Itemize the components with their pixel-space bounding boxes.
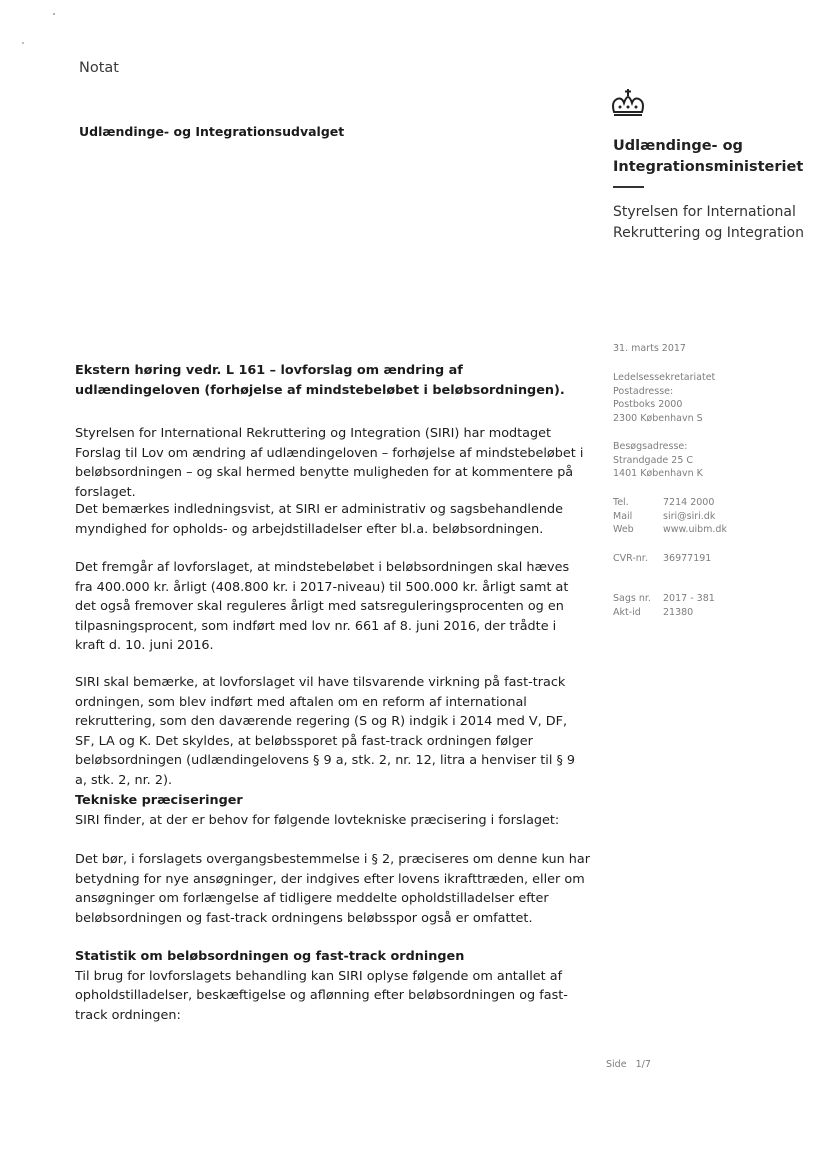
- page-footer: [606, 1059, 651, 1070]
- scan-speck: [53, 13, 55, 15]
- case-value: 21380: [663, 606, 694, 618]
- address-line: Postadresse:: [613, 385, 674, 397]
- contact-label: Mail: [613, 510, 633, 522]
- cvr-value: 36977191: [663, 553, 712, 564]
- heading-text: Ekstern høring vedr. L 161 – lovforslag om ændring af udlændingeloven (forhøjelse af mindstebeløbet i beløbsordningen).: [75, 363, 565, 398]
- contact-label: Tel.: [613, 497, 629, 508]
- paragraph-text: Det bemærkes indledningsvist, at SIRI er administrativ og sagsbehandlende myndighed for opholds- og arbejdstilladelser efter bl.a. beløbsordningen.: [75, 502, 563, 537]
- recipient: Udlændinge- og Integrationsudvalget: [79, 124, 345, 139]
- contact-info: [613, 496, 727, 537]
- address-line: 1401 København K: [613, 468, 703, 479]
- ministry-name: Udlændinge- og Integrationsministeriet: [613, 138, 804, 175]
- section-title: Statistik om beløbsordningen og fast-track ordningen: [75, 949, 465, 964]
- contact-row: [613, 592, 715, 606]
- page-label: Side: [606, 1059, 627, 1070]
- postal-address: [613, 371, 715, 425]
- paragraph-text: Til brug for lovforslagets behandling kan SIRI oplyse følgende om antallet af opholdstilladelser, beskæftigelse og aflønning efter beløbsordningen og fast-track ordningen:: [75, 968, 568, 1023]
- paragraph-text: SIRI finder, at der er behov for følgende lovtekniske præcisering i forslaget:: [75, 812, 560, 828]
- paragraph-text: SIRI skal bemærke, at lovforslaget vil have tilsvarende virkning på fast-track ordningen, som blev indført med aftalen om en reform af international rekruttering, som den daværende regering (S og R) indgik i 2014 med V, DF, SF, LA og K. Det skyldes, at beløbssporet på fast-track ordningen følger beløbsordningen (udlændingelovens § 9 a, stk. 2, nr. 12, litra a henviser til § 9 a, stk. 2, nr. 2).: [75, 675, 576, 788]
- page-number: 1/7: [635, 1059, 651, 1070]
- section-statistics: [75, 947, 590, 1025]
- contact-value: www.uibm.dk: [663, 524, 727, 535]
- scan-speck: [22, 42, 24, 44]
- document-heading: [75, 361, 590, 400]
- case-value: 2017 - 381: [663, 593, 715, 604]
- contact-row: [613, 552, 711, 566]
- section-title: Tekniske præciseringer: [75, 793, 243, 808]
- paragraph: [75, 424, 590, 502]
- cvr-info: [613, 552, 711, 566]
- paragraph-text: Styrelsen for International Rekruttering og Integration (SIRI) har modtaget Forslag til Lov om ændring af udlændingeloven – forhøjelse af mindstebeløbet i beløbsordningen – og skal hermed benytte muligheden for at kommentere på forslaget.: [75, 426, 584, 500]
- paragraph: [75, 558, 590, 656]
- crown-logo-icon: [608, 88, 648, 120]
- paragraph: [75, 673, 590, 790]
- section-technical: [75, 791, 590, 830]
- document-date: 31. marts 2017: [613, 343, 686, 354]
- divider: [613, 186, 644, 188]
- contact-row: [613, 523, 727, 537]
- cvr-label: CVR-nr.: [613, 553, 648, 564]
- case-info: [613, 592, 715, 619]
- case-label: Sags nr.: [613, 593, 651, 604]
- address-line: Postboks 2000: [613, 399, 683, 410]
- contact-row: [613, 606, 715, 620]
- paragraph: [75, 500, 590, 539]
- contact-value: siri@siri.dk: [663, 510, 716, 522]
- paragraph: [75, 850, 590, 928]
- contact-value: 7214 2000: [663, 497, 715, 508]
- document-type: Notat: [79, 60, 119, 76]
- paragraph-text: Det bør, i forslagets overgangsbestemmelse i § 2, præciseres om denne kun har betydning for nye ansøgninger, der indgives efter lovens ikrafttræden, eller om ansøgninger om forlængelse af tidligere meddelte opholdstilladelser efter beløbsordningen og fast-track ordningens beløbsspor også er omfattet.: [75, 852, 590, 926]
- address-line: 2300 København S: [613, 412, 703, 424]
- contact-row: [613, 510, 727, 524]
- address-line: Strandgade 25 C: [613, 454, 694, 466]
- contact-label: Web: [613, 524, 634, 535]
- address-line: Ledelsessekretariatet: [613, 372, 716, 383]
- address-line: Besøgsadresse:: [613, 441, 688, 452]
- agency-name: Styrelsen for International Rekruttering og Integration: [613, 204, 804, 241]
- case-label: Akt-id: [613, 606, 641, 618]
- contact-row: [613, 496, 727, 510]
- visit-address: [613, 440, 703, 481]
- paragraph-text: Det fremgår af lovforslaget, at mindstebeløbet i beløbsordningen skal hæves fra 400.000 kr. årligt (408.800 kr. i 2017-niveau) til 500.000 kr. årligt samt at det også fremover skal reguleres årligt med satsreguleringsprocenten og en tilpasningsprocent, som indført med lov nr. 661 af 8. juni 2016, der trådte i kraft d. 10. juni 2016.: [75, 560, 570, 653]
